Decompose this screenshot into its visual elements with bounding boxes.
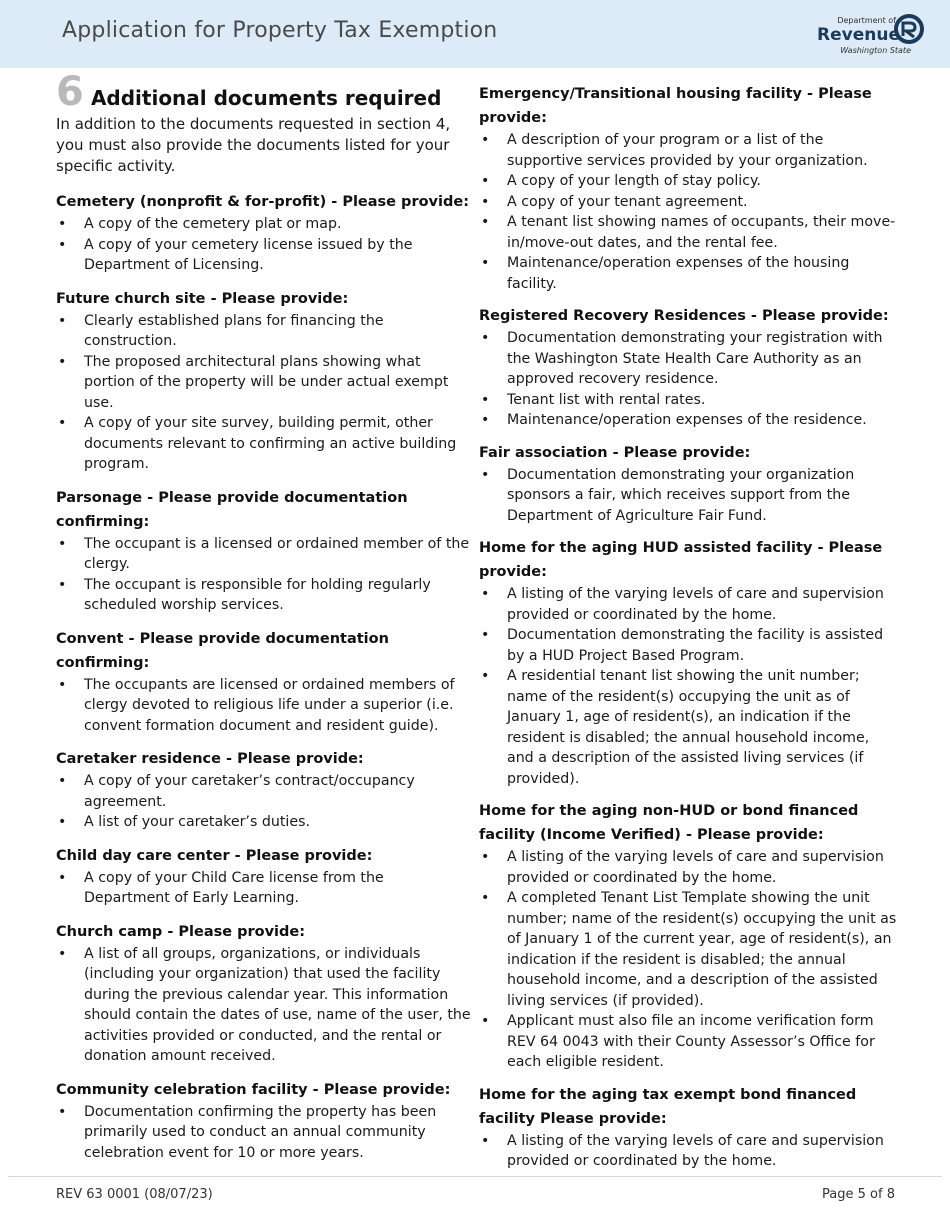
requirement-heading: Caretaker residence - Please provide: <box>56 751 364 767</box>
requirement-block <box>56 920 474 1067</box>
requirement-item: • Documentation confirming the property has been primarily used to conduct an annual community celebration event for 10 or more years. <box>56 1102 474 1164</box>
section-intro: In addition to the documents requested in section 4, you must also provide the documents listed for your specific activity. <box>56 115 451 175</box>
requirement-item: • Documentation demonstrating your registration with the Washington State Health Care Authority as an approved recovery residence. <box>479 328 899 390</box>
requirement-heading: Future church site - Please provide: <box>56 290 349 307</box>
requirement-list <box>479 130 899 294</box>
requirement-item: • A tenant list showing names of occupants, their move- in/move-out dates, and the rental fee. <box>479 212 899 253</box>
requirement-list <box>56 675 474 737</box>
requirement-item: • A listing of the varying levels of care and supervision provided or coordinated by the home. <box>479 584 899 625</box>
requirement-heading: Fair association - Please provide: <box>479 444 751 461</box>
requirement-heading: Cemetery (nonprofit & for-profit) - Please provide: <box>56 194 469 210</box>
form-id: REV 63 0001 (08/07/23) <box>56 1187 213 1202</box>
requirement-item: • Documentation demonstrating the facility is assisted by a HUD Project Based Program. <box>479 625 899 666</box>
requirement-list <box>56 534 474 616</box>
requirement-item: • The occupant is responsible for holding regularly scheduled worship services. <box>56 575 474 616</box>
requirement-list <box>56 771 474 833</box>
requirement-block <box>479 1083 899 1172</box>
requirement-item: • A listing of the varying levels of care and supervision provided or coordinated by the home. <box>479 1131 899 1172</box>
requirement-heading: Registered Recovery Residences - Please provide: <box>479 308 889 324</box>
requirement-item: • A description of your program or a list of the supportive services provided by your organization. <box>479 130 899 171</box>
requirement-block <box>56 190 474 276</box>
requirement-heading: Parsonage - Please provide documentation confirming: <box>56 489 408 530</box>
requirement-heading: Convent - Please provide documentation confirming: <box>56 630 389 671</box>
requirement-block <box>479 304 899 431</box>
requirement-block <box>56 287 474 475</box>
section-number: 6 <box>56 69 84 115</box>
left-requirements-list <box>56 190 474 1163</box>
requirement-block <box>479 82 899 294</box>
requirement-list <box>56 214 474 276</box>
logo-state-text: Washington State <box>840 46 911 55</box>
requirement-heading: Child day care center - Please provide: <box>56 847 373 864</box>
requirement-item: • The occupants are licensed or ordained members of clergy devoted to religious life under a superior (i.e. convent formation document and resident guide). <box>56 675 474 737</box>
section-heading <box>56 69 474 115</box>
requirement-block <box>479 441 899 527</box>
requirement-heading: Home for the aging tax exempt bond financed facility Please provide: <box>479 1086 857 1127</box>
requirement-list <box>56 311 474 475</box>
requirement-item: • A copy of your caretaker’s contract/occupancy agreement. <box>56 771 474 812</box>
requirement-block <box>56 844 474 909</box>
requirement-item: • Maintenance/operation expenses of the housing facility. <box>479 253 899 294</box>
requirement-item: • A completed Tenant List Template showing the unit number; name of the resident(s) occupying the unit as of January 1 of the current year, age of resident(s), an indication if the resident is disabled; the annual household income, and a description of the assisted living services (if provided). <box>479 888 899 1011</box>
requirement-heading: Home for the aging non-HUD or bond financed facility (Income Verified) - Please provide: <box>479 803 859 843</box>
requirement-item: • A list of all groups, organizations, or individuals (including your organization) that used the facility during the previous calendar year. This information should contain the dates of use, name of the user, the activities provided or conducted, and the rental or donation amount received. <box>56 944 474 1067</box>
requirement-block <box>479 536 899 789</box>
footer-divider <box>8 1176 942 1177</box>
requirement-list <box>479 465 899 527</box>
requirement-item: • A copy of your tenant agreement. <box>479 192 899 213</box>
requirement-item: • A list of your caretaker’s duties. <box>56 812 474 833</box>
requirement-item: • The occupant is a licensed or ordained member of the clergy. <box>56 534 474 575</box>
left-column <box>56 69 474 1163</box>
logo-department-text: Department of <box>837 16 896 25</box>
section-title: Additional documents required <box>90 86 442 110</box>
requirement-heading: Emergency/Transitional housing facility - Please provide: <box>479 86 872 126</box>
requirement-heading: Community celebration facility - Please provide: <box>56 1081 451 1098</box>
requirement-block <box>56 747 474 833</box>
requirement-list <box>479 847 899 1073</box>
document-title: Application for Property Tax Exemption <box>62 18 498 43</box>
requirement-list <box>56 944 474 1067</box>
requirement-list <box>479 1131 899 1172</box>
requirement-item: • A copy of your Child Care license from the Department of Early Learning. <box>56 868 474 909</box>
requirement-item: • The proposed architectural plans showing what portion of the property will be under actual exempt use. <box>56 352 474 414</box>
requirement-block <box>479 799 899 1073</box>
requirement-block <box>56 1078 474 1164</box>
requirement-block <box>56 627 474 737</box>
requirement-item: • Maintenance/operation expenses of the residence. <box>479 410 899 431</box>
revenue-logo-icon <box>894 14 924 44</box>
page-header <box>0 0 950 68</box>
requirement-heading: Home for the aging HUD assisted facility - Please provide: <box>479 540 883 580</box>
revenue-logo <box>817 14 930 58</box>
right-column <box>479 72 899 1172</box>
requirement-block <box>56 486 474 616</box>
requirement-item: • A copy of the cemetery plat or map. <box>56 214 474 235</box>
requirement-list <box>479 584 899 789</box>
requirement-item: • A copy of your site survey, building permit, other documents relevant to confirming an active building program. <box>56 413 474 475</box>
requirement-item: • A listing of the varying levels of care and supervision provided or coordinated by the home. <box>479 847 899 888</box>
requirement-item: • A copy of your length of stay policy. <box>479 171 899 192</box>
requirement-item: • Applicant must also file an income verification form REV 64 0043 with their County Assessor’s Office for each eligible resident. <box>479 1011 899 1073</box>
requirement-item: • A copy of your cemetery license issued by the Department of Licensing. <box>56 235 474 276</box>
requirement-item: • Clearly established plans for financing the construction. <box>56 311 474 352</box>
right-requirements-list <box>479 82 899 1172</box>
requirement-item: • Tenant list with rental rates. <box>479 390 899 411</box>
requirement-list <box>56 1102 474 1164</box>
requirement-heading: Church camp - Please provide: <box>56 923 306 940</box>
requirement-item: • A residential tenant list showing the unit number; name of the resident(s) occupying the unit as of January 1, age of resident(s), an indication if the resident is disabled; the annual household income, and a description of the assisted living services (if provided). <box>479 666 899 789</box>
requirement-item: • Documentation demonstrating your organization sponsors a fair, which receives support from the Department of Agriculture Fair Fund. <box>479 465 899 527</box>
page-number: Page 5 of 8 <box>822 1187 895 1202</box>
logo-revenue-text: Revenue <box>817 25 900 45</box>
requirement-list <box>56 868 474 909</box>
requirement-list <box>479 328 899 431</box>
